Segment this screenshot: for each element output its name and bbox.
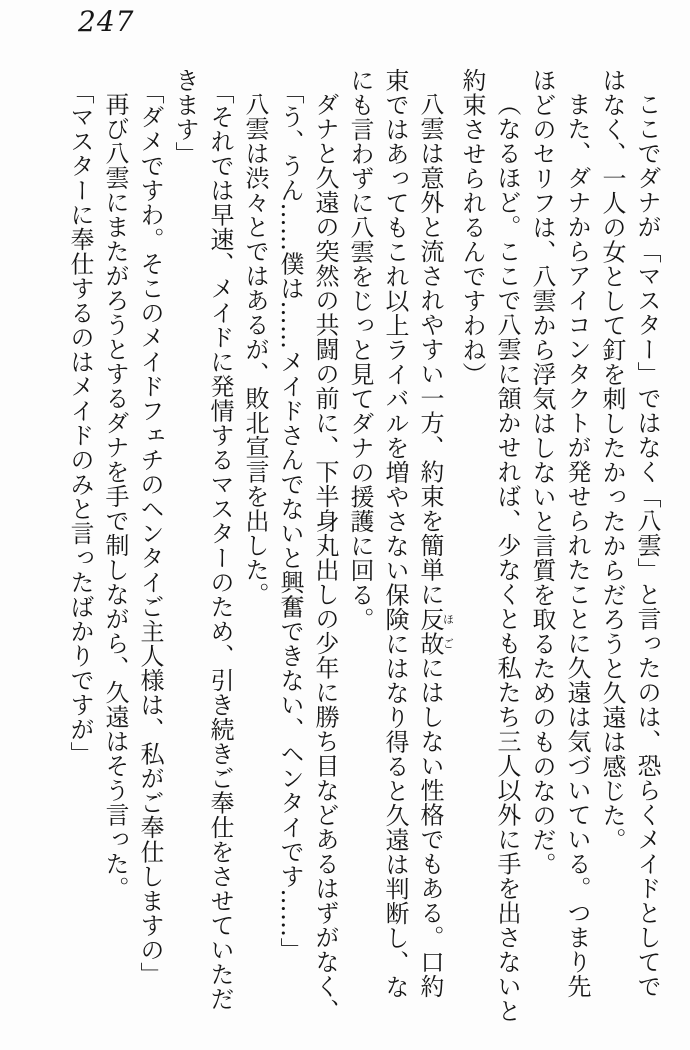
ruby-annotated-word: 反故ほご [416,606,455,656]
text-line: 八雲は意外と流されやすい一方、約束を簡単に反故ほごにはしない性格でもある。口約 [416,92,455,999]
text-line: 束ではあってもこれ以上ライバルを増やさない保険にはなり得ると久遠は判断し、な [381,68,409,999]
text-line: 「う、うん……僕は……メイドさんでないと興奮できない、ヘンタイです……」 [276,80,304,962]
text-line: 約束させられるんですわね） [458,68,486,387]
text-columns [62,68,664,1023]
text-line: ダナと久遠の突然の共闘の前に、下半身丸出しの少年に勝ち目などあるはずがなく、 [311,92,339,1023]
text-line: ここでダナが「マスター」ではなく「八雲」と言ったのは、恐らくメイドとしてで [633,92,661,999]
text-line: （なるほど。ここで八雲に頷かせれば、少なくとも私たち三人以外に手を出さないと [493,92,521,1023]
text-line: にも言わずに八雲をじっと見てダナの援護に回る。 [346,68,374,632]
text-line: また、ダナからアイコンタクトが発せられたことに久遠は気づいている。つまり先 [563,92,591,999]
text-line: ほどのセリフは、八雲から浮気はしないと言質を取るためのものなのだ。 [528,68,556,877]
text-line: 八雲は渋々とではあるが、敗北宣言を出した。 [241,92,269,607]
page-number: 247 [78,5,135,38]
text-line: 「マスターに奉仕するのはメイドのみと言ったばかりですが」 [66,80,94,766]
text-line: きます」 [171,68,199,166]
text-line: 「ダメですわ。そこのメイドフェチのヘンタイご主人様は、私がご奉仕しますの」 [136,80,164,987]
text-line: 再び八雲にまたがろうとするダナを手で制しながら、久遠はそう言った。 [101,92,129,901]
text-line: 「それでは早速、メイドに発情するマスターのため、引き続きご奉仕をさせていただ [206,80,234,1011]
text-line: はなく、一人の女として釘を刺したかったからだろうと久遠は感じた。 [598,68,626,852]
